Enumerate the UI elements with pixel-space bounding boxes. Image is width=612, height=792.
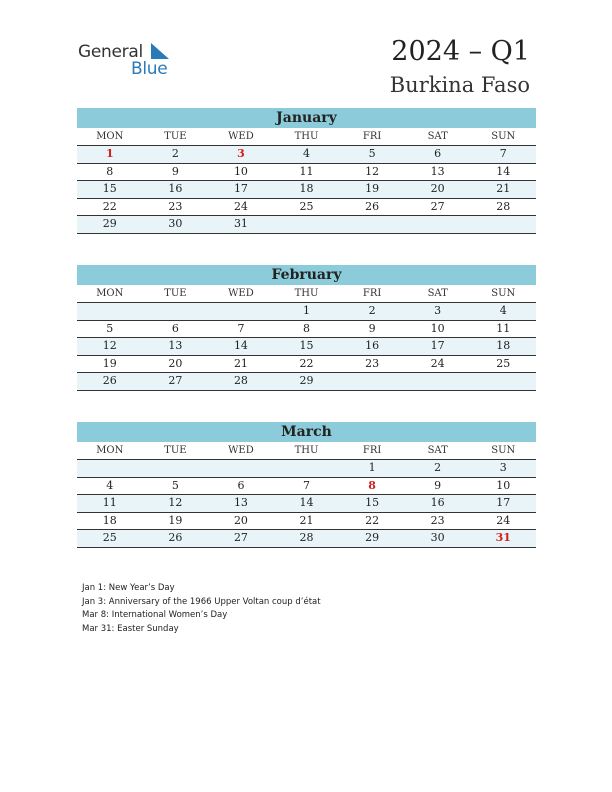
day-cell: 21 [299,513,314,527]
day-cell: 22 [102,199,117,213]
day-cell: 19 [102,356,117,370]
day-cell: 9 [171,164,179,178]
day-cell: 5 [106,321,114,335]
day-cell: 30 [430,531,445,544]
day-cell: 15 [365,496,380,509]
day-cell: 14 [496,164,511,178]
month-header: March [77,422,536,442]
day-cell: 2 [434,461,442,474]
holiday-notes [82,582,321,636]
weekday-label: WED [228,288,254,299]
day-cell: 3 [499,461,507,474]
day-cell: 16 [365,339,380,352]
day-cell: 1 [105,147,114,160]
day-cell: 26 [168,531,183,544]
day-cell: 17 [233,182,248,195]
month-header: January [77,108,536,128]
week-row [77,495,536,513]
generalblue-logo [78,40,178,80]
day-cell: 4 [106,478,114,492]
weekday-label: WED [228,445,254,456]
logo-word-blue: Blue [131,59,168,79]
day-cell: 20 [430,182,445,195]
week-row [77,321,536,339]
day-cell: 6 [171,321,179,335]
page-title-country: Burkina Faso [389,73,530,97]
week-row [77,373,536,391]
day-cell: 25 [299,199,314,213]
weekday-label: FRI [362,288,382,299]
day-cell: 10 [430,321,445,335]
day-cell: 15 [102,182,117,195]
day-cell: 24 [496,513,511,527]
day-cell: 21 [496,182,511,195]
month-header: February [77,265,536,285]
day-cell: 12 [102,339,117,352]
weekday-label: THU [294,131,319,142]
day-cell: 25 [496,356,511,370]
day-cell: 8 [368,478,376,492]
day-cell: 23 [430,513,445,527]
day-cell: 17 [496,496,511,509]
empty-day-cell [339,216,405,233]
note-item: Jan 3: Anniversary of the 1966 Upper Voltan coup d’état [82,596,321,607]
day-cell: 4 [303,147,311,160]
weekday-label: FRI [362,131,382,142]
day-cell: 18 [299,182,314,195]
week-row [77,478,536,496]
day-cell: 14 [233,339,248,352]
logo-word-general: General [78,42,143,62]
day-cell: 17 [430,339,445,352]
empty-day-cell [274,460,340,477]
day-cell: 27 [430,199,445,213]
day-cell: 20 [233,513,248,527]
day-cell: 26 [365,199,380,213]
week-row [77,356,536,374]
day-cell: 18 [102,513,117,527]
note-item: Mar 31: Easter Sunday [82,623,179,634]
logo-triangle-icon [149,43,169,59]
day-cell: 22 [365,513,380,527]
weekday-label: SAT [427,288,448,299]
day-cell: 12 [365,164,380,178]
day-cell: 13 [430,164,445,178]
day-cell: 14 [299,496,314,509]
day-cell: 9 [368,321,376,335]
day-cell: 1 [303,304,311,317]
day-cell: 20 [168,356,183,370]
empty-day-cell [77,460,143,477]
day-cell: 9 [434,478,442,492]
day-cell: 5 [171,478,179,492]
empty-day-cell [143,460,209,477]
month-january [77,108,536,234]
month-march [77,422,536,548]
day-cell: 11 [496,321,511,335]
weekday-label: MON [96,445,124,456]
weekday-label: WED [228,131,254,142]
note-item: Jan 1: New Year’s Day [82,583,175,593]
empty-day-cell [77,303,143,320]
week-row [77,338,536,356]
week-row [77,460,536,478]
empty-day-cell [470,216,536,233]
day-cell: 29 [365,531,380,544]
empty-day-cell [143,303,209,320]
week-row [77,513,536,531]
day-cell: 10 [233,164,248,178]
day-cell: 6 [434,147,442,160]
weekday-label: MON [96,131,124,142]
day-cell: 2 [171,147,179,160]
day-cell: 13 [233,496,248,509]
day-cell: 31 [233,217,248,230]
weekday-header-row [77,442,536,460]
day-cell: 3 [237,147,245,160]
week-row [77,146,536,164]
day-cell: 19 [365,182,380,195]
day-cell: 11 [102,496,117,509]
week-row [77,530,536,548]
note-item: Mar 8: International Women’s Day [82,610,228,620]
day-cell: 23 [365,356,380,370]
day-cell: 16 [430,496,445,509]
weekday-label: SAT [427,445,448,456]
page-title-period: 2024 – Q1 [391,36,530,67]
day-cell: 3 [434,304,442,317]
day-cell: 1 [368,461,376,474]
day-cell: 27 [233,531,248,544]
weekday-label: FRI [362,445,382,456]
weekday-label: SUN [491,445,516,456]
weekday-label: THU [294,288,319,299]
weekday-label: SAT [427,131,448,142]
weekday-label: MON [96,288,124,299]
weekday-label: TUE [164,445,187,456]
day-cell: 27 [168,374,183,387]
day-cell: 25 [102,531,117,544]
week-row [77,199,536,217]
day-cell: 15 [299,339,314,352]
day-cell: 6 [237,478,245,492]
empty-day-cell [274,216,340,233]
weekday-label: TUE [164,288,187,299]
day-cell: 29 [102,217,117,230]
day-cell: 12 [168,496,183,509]
day-cell: 29 [299,374,314,387]
empty-day-cell [470,373,536,390]
day-cell: 30 [168,217,183,230]
day-cell: 28 [496,199,511,213]
week-row [77,164,536,182]
empty-day-cell [405,216,471,233]
day-cell: 4 [499,304,507,317]
day-cell: 13 [168,339,183,352]
empty-day-cell [208,303,274,320]
empty-day-cell [405,373,471,390]
day-cell: 24 [430,356,445,370]
weekday-label: TUE [164,131,187,142]
day-cell: 8 [106,164,114,178]
week-row [77,181,536,199]
day-cell: 19 [168,513,183,527]
empty-day-cell [339,373,405,390]
day-cell: 10 [496,478,511,492]
day-cell: 28 [233,374,248,387]
day-cell: 7 [237,321,245,335]
day-cell: 23 [168,199,183,213]
weekday-label: SUN [491,288,516,299]
day-cell: 7 [303,478,311,492]
weekday-header-row [77,128,536,146]
day-cell: 31 [495,531,511,544]
day-cell: 18 [496,339,511,352]
day-cell: 22 [299,356,314,370]
day-cell: 24 [233,199,248,213]
day-cell: 26 [102,374,117,387]
day-cell: 28 [299,531,314,544]
day-cell: 8 [303,321,311,335]
week-row [77,303,536,321]
day-cell: 2 [368,304,376,317]
day-cell: 11 [299,164,314,178]
day-cell: 16 [168,182,183,195]
day-cell: 21 [233,356,248,370]
week-row [77,216,536,234]
empty-day-cell [208,460,274,477]
weekday-label: SUN [491,131,516,142]
day-cell: 7 [499,147,507,160]
month-february [77,265,536,391]
weekday-header-row [77,285,536,303]
weekday-label: THU [294,445,319,456]
day-cell: 5 [368,147,376,160]
